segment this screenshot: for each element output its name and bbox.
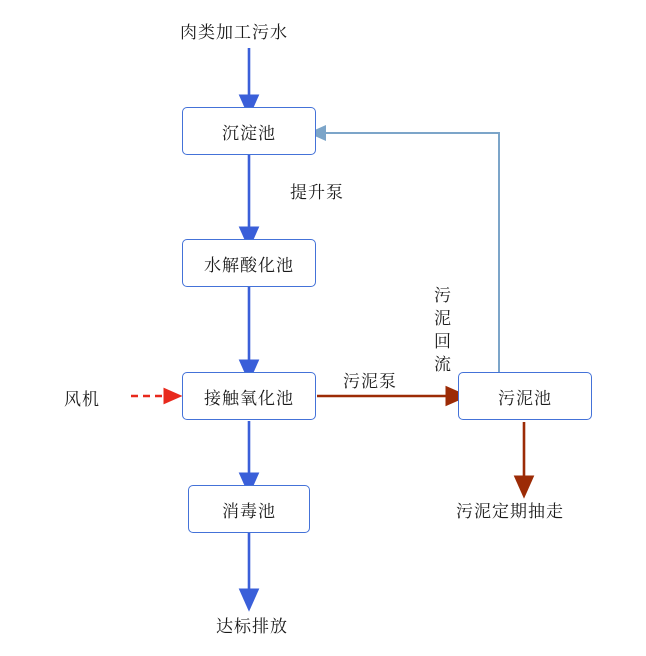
node-hydrolysis-acidification-tank[interactable] bbox=[182, 239, 316, 287]
label-sludge-return: 污泥回流 bbox=[434, 286, 452, 374]
node-settling-tank[interactable] bbox=[182, 107, 316, 155]
label-sludge-pump: 污泥泵 bbox=[343, 372, 397, 391]
label-sludge-removal: 污泥定期抽走 bbox=[456, 502, 564, 521]
node-hydrolysis-label: 水解酸化池 bbox=[204, 255, 294, 275]
label-lift-pump: 提升泵 bbox=[290, 183, 344, 202]
node-contact-oxidation-label: 接触氧化池 bbox=[204, 388, 294, 408]
node-contact-oxidation-tank[interactable] bbox=[182, 372, 316, 420]
node-disinfection-tank[interactable] bbox=[188, 485, 310, 533]
node-sludge-tank[interactable] bbox=[458, 372, 592, 420]
node-sludge-tank-label: 污泥池 bbox=[498, 388, 552, 408]
node-settling-tank-label: 沉淀池 bbox=[222, 123, 276, 143]
label-outlet: 达标排放 bbox=[216, 617, 288, 636]
label-blower: 风机 bbox=[64, 390, 100, 409]
node-disinfection-label: 消毒池 bbox=[222, 501, 276, 521]
label-inlet: 肉类加工污水 bbox=[180, 23, 288, 42]
